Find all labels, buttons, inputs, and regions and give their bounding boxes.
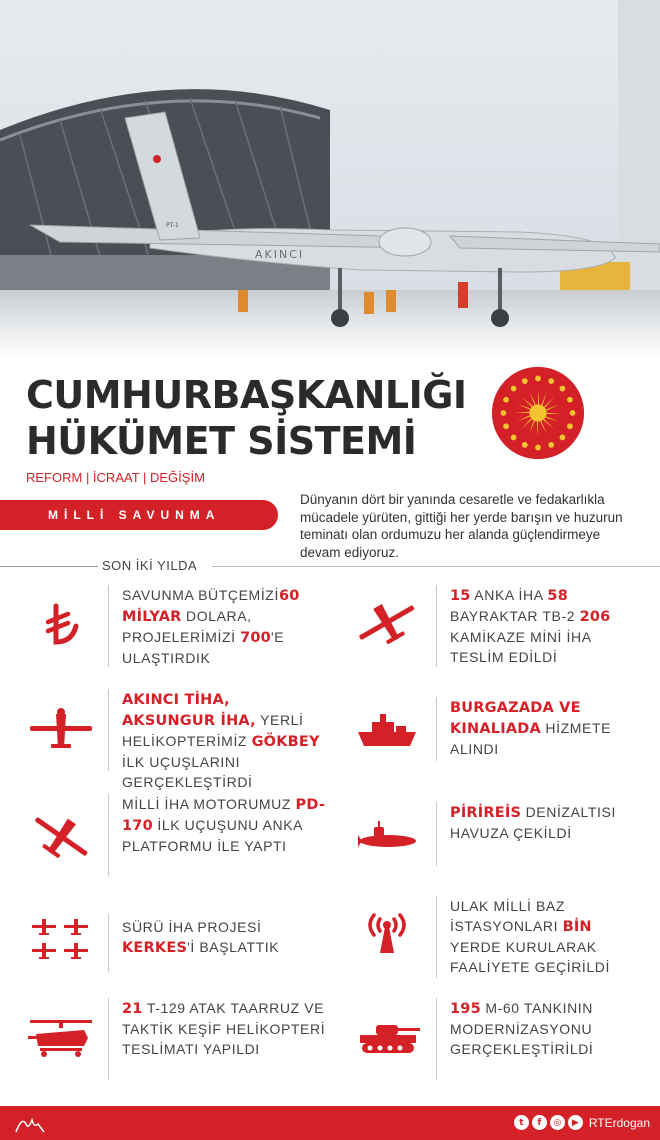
item-text-part: ANKA İHA bbox=[470, 587, 548, 603]
highlight-text: AKINCI TİHA, AKSUNGUR İHA, bbox=[122, 692, 256, 729]
list-item bbox=[436, 697, 646, 761]
item-text-part: DOLARA, PROJELERİMİZİ bbox=[122, 608, 252, 645]
item-divider bbox=[108, 689, 109, 771]
drone-icon bbox=[352, 598, 422, 648]
highlight-text: 700 bbox=[240, 630, 271, 646]
list-item bbox=[108, 585, 328, 667]
youtube-icon[interactable]: ▶ bbox=[568, 1115, 583, 1130]
tank-icon bbox=[352, 1013, 422, 1063]
list-item bbox=[436, 585, 646, 667]
item-divider bbox=[436, 585, 437, 667]
highlight-text: 21 bbox=[122, 1001, 143, 1017]
item-text bbox=[436, 896, 646, 977]
item-text-part: 'İ BAŞLATTIK bbox=[187, 939, 280, 955]
antenna-icon bbox=[352, 905, 422, 955]
section-intro: Dünyanın dört bir yanında cesaretle ve fedakarlıkla mücadele yürüten, gittiği her yerde barışın ve huzurun teminatı olan ordumuzu her alanda güçlendirmeye devam ediyoruz. bbox=[300, 492, 623, 560]
helicopter-icon bbox=[26, 1012, 96, 1062]
highlight-text: KERKES bbox=[122, 940, 188, 956]
aircraft-label: AKINCI bbox=[255, 248, 305, 261]
hero-photo bbox=[0, 0, 660, 360]
item-text bbox=[436, 585, 646, 667]
highlight-text: 15 bbox=[450, 588, 471, 604]
ship-icon bbox=[352, 706, 422, 756]
social-handle[interactable]: RTErdogan bbox=[588, 1115, 650, 1130]
item-text-part: ULAK MİLLİ BAZ İSTASYONLARI bbox=[450, 898, 565, 934]
title-line-1: CUMHURBAŞKANLIĞI bbox=[26, 373, 467, 417]
highlight-text: 60 MİLYAR bbox=[122, 588, 300, 625]
title-line-2: HÜKÜMET SİSTEMİ bbox=[26, 419, 417, 463]
item-text bbox=[108, 689, 328, 792]
highlight-text: PİRİREİS bbox=[450, 805, 522, 821]
item-text-part: İLK UÇUŞUNU ANKA PLATFORMU İLE YAPTI bbox=[122, 817, 303, 854]
item-text bbox=[108, 914, 328, 958]
presidential-seal-icon bbox=[490, 365, 586, 461]
lira-icon bbox=[26, 600, 96, 650]
highlight-text: BURGAZADA VE KINALIADA bbox=[450, 700, 581, 737]
item-text bbox=[108, 585, 328, 668]
item-text-part: T-129 ATAK TAARRUZ VE TAKTİK KEŞİF HELİKOPTERİ TESLİMATI YAPILDI bbox=[122, 1000, 326, 1057]
page-subtitle: REFORM | İCRAAT | DEĞİŞİM bbox=[26, 470, 205, 485]
signature-icon bbox=[14, 1112, 54, 1136]
highlight-text: 206 bbox=[579, 609, 611, 625]
facebook-icon[interactable]: f bbox=[532, 1115, 547, 1130]
list-item bbox=[108, 689, 328, 790]
highlight-text: BİN bbox=[562, 919, 592, 935]
item-divider bbox=[436, 802, 437, 866]
item-text-part: MİLLİ İHA MOTORUMUZ bbox=[122, 796, 296, 812]
section-title: MİLLİ SAVUNMA bbox=[48, 508, 221, 522]
list-item bbox=[108, 914, 328, 972]
divider bbox=[212, 566, 660, 567]
item-text-part: YERDE KURULARAK FAALİYETE GEÇİRİLDİ bbox=[450, 939, 610, 975]
list-item bbox=[108, 998, 328, 1080]
item-text bbox=[436, 998, 646, 1059]
item-text bbox=[436, 697, 646, 759]
uav-diagonal-icon bbox=[26, 812, 96, 862]
highlight-text: PD-170 bbox=[122, 797, 326, 834]
footer-bar bbox=[0, 1106, 660, 1140]
tail-code: PT-1 bbox=[166, 222, 179, 229]
item-text bbox=[108, 998, 328, 1059]
item-divider bbox=[108, 914, 109, 972]
list-item bbox=[436, 802, 646, 866]
twitter-icon[interactable]: t bbox=[514, 1115, 529, 1130]
highlight-text: 58 bbox=[547, 588, 569, 604]
item-divider bbox=[436, 697, 437, 761]
list-item bbox=[436, 896, 646, 978]
item-divider bbox=[108, 998, 109, 1080]
hangar-uav-illustration bbox=[0, 0, 660, 360]
item-text-part: HİZMETE ALINDI bbox=[450, 720, 612, 757]
swarm-icon bbox=[26, 915, 96, 965]
item-text-part: 'E ULAŞTIRDIK bbox=[122, 629, 285, 666]
item-text-part: KAMİKAZE MİNİ İHA TESLİM EDİLDİ bbox=[450, 629, 591, 665]
item-text-part: M-60 TANKININ MODERNİZASYONU GERÇEKLEŞTİRİLDİ bbox=[450, 1000, 594, 1057]
uav-top-icon bbox=[26, 704, 96, 754]
section-banner bbox=[0, 500, 278, 530]
list-item bbox=[108, 794, 328, 876]
item-divider bbox=[436, 896, 437, 978]
instagram-icon[interactable]: ◎ bbox=[550, 1115, 565, 1130]
item-text-part: İLK UÇUŞLARINI GERÇEKLEŞTİRDİ bbox=[122, 754, 253, 790]
item-divider bbox=[436, 998, 437, 1080]
list-item bbox=[436, 998, 646, 1080]
item-text-part: YERLİ HELİKOPTERİMİZ bbox=[122, 712, 304, 749]
highlight-text: 195 bbox=[450, 1001, 481, 1017]
item-text-part: BAYRAKTAR TB-2 bbox=[450, 608, 580, 624]
submarine-icon bbox=[352, 811, 422, 861]
item-text bbox=[108, 794, 328, 856]
period-label: SON İKİ YILDA bbox=[102, 558, 198, 573]
divider bbox=[0, 566, 98, 567]
item-text bbox=[436, 802, 646, 843]
item-divider bbox=[108, 585, 109, 667]
item-text-part: DENİZALTISI HAVUZA ÇEKİLDİ bbox=[450, 804, 616, 841]
item-text-part: SAVUNMA BÜTÇEMİZİ bbox=[122, 587, 279, 603]
page-title bbox=[26, 372, 467, 464]
item-text-part: SÜRÜ İHA PROJESİ bbox=[122, 919, 262, 935]
item-divider bbox=[108, 794, 109, 876]
highlight-text: GÖKBEY bbox=[251, 734, 320, 750]
social-links bbox=[514, 1115, 650, 1130]
